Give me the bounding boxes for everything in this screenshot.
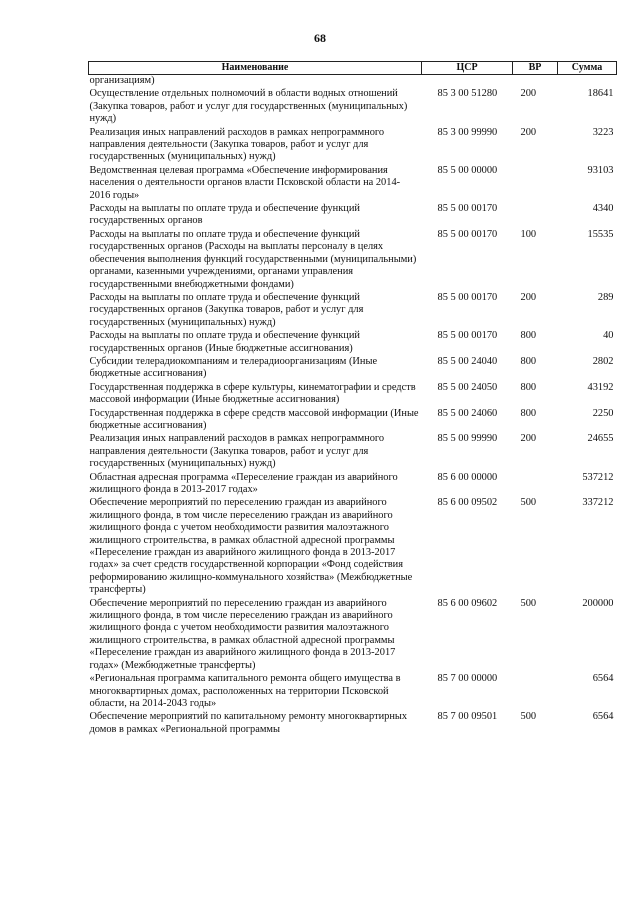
cell-name: Обеспечение мероприятий по капитальному ремонту многоквартирных домов в рамках «Региональной программы [89,711,408,735]
table-body [89,75,617,738]
table-row [89,433,617,471]
cell-sum: 40 [603,330,614,342]
cell-csr: 85 5 00 24040 [437,355,498,367]
header-row [89,62,617,75]
cell-sum: 6564 [592,711,614,723]
header-csr: ЦСР [422,62,513,75]
cell-sum: 4340 [592,203,614,215]
table-row [89,472,617,498]
cell-vr: 500 [520,711,537,723]
cell-sum: 18641 [587,88,614,100]
cell-sum: 93103 [587,164,614,176]
cell-vr: 800 [520,407,537,419]
cell-sum: 3223 [592,126,614,138]
cell-name: Государственная поддержка в сфере средств массовой информации (Иные бюджетные ассигнования) [89,407,419,431]
cell-vr: 800 [520,355,537,367]
table-row [89,127,617,165]
cell-name: Ведомственная целевая программа «Обеспечение информирования населения о деятельности органов власти Псковской области на 2014-2016 годы» [89,164,401,201]
cell-name: Реализация иных направлений расходов в рамках непрограммного направления деятельности (Закупка товаров, работ и услуг для государственных (муниципальных) нужд) [89,126,385,163]
cell-sum: 337212 [582,497,614,509]
cell-csr: 85 7 00 09501 [437,711,498,723]
cell-name: Реализация иных направлений расходов в рамках непрограммного направления деятельности (Закупка товаров, работ и услуг для государственных (муниципальных) нужд) [89,433,385,470]
table-row [89,598,617,673]
cell-csr: 85 3 00 51280 [437,88,498,100]
cell-csr: 85 5 00 00170 [437,228,498,240]
budget-table [88,61,617,737]
cell-name: Субсидии телерадиокомпаниям и телерадиоорганизациям (Иные бюджетные ассигнования) [89,355,378,380]
cell-name: организациям) [89,75,155,86]
cell-sum: 2250 [592,407,614,419]
table-row [89,203,617,229]
cell-csr: 85 5 00 00170 [437,330,498,342]
cell-csr: 85 6 00 09502 [437,497,498,509]
cell-name: «Региональная программа капитального ремонта общего имущества в многоквартирных домах, расположенных на территории Псковской области, на 2014-2043 годы» [89,673,401,709]
cell-name: Расходы на выплаты по оплате труда и обеспечение функций государственных органов (Расходы на выплаты персоналу в целях обеспечения выполнения функций государственными (муниципальными) органами, казенными учреждениями, органами управления государственными внебюджетными фондами) [89,228,417,290]
header-vr: ВР [513,62,558,75]
cell-sum: 200000 [582,597,614,609]
table-row [89,711,617,737]
table-row [89,75,617,89]
cell-csr: 85 5 00 24050 [437,381,498,393]
cell-sum: 24655 [587,433,614,445]
cell-name: Обеспечение мероприятий по переселению граждан из аварийного жилищного фонда, в том числе переселению граждан из аварийного жилищного фонда с учетом необходимости развития малоэтажного жилищного строительства, в рамках областной адресной программы «Переселение граждан из аварийного жилищного фонда в 2013-2017 годах» за счет средств государственной корпорации «Фонд содействия реформированию жилищно-коммунального хозяйства» (Межбюджетные трансферты) [89,497,413,596]
table-row [89,382,617,408]
cell-name: Обеспечение мероприятий по переселению граждан из аварийного жилищного фонда, в том числе переселению граждан из аварийного жилищного фонда с учетом необходимости развития малоэтажного жилищного строительства, в рамках областной адресной программы «Переселение граждан из аварийного жилищного фонда в 2013-2017 годах» (Межбюджетные трансферты) [89,597,396,671]
cell-sum: 6564 [592,673,614,685]
cell-name: Расходы на выплаты по оплате труда и обеспечение функций государственных органов (Закупка товаров, работ и услуг для государственных (муниципальных) нужд) [89,291,364,328]
header-sum: Сумма [558,62,617,75]
header-name: Наименование [89,62,422,75]
cell-sum: 289 [597,291,614,303]
table-row [89,497,617,597]
table-row [89,165,617,203]
cell-name: Осуществление отдельных полномочий в области водных отношений (Закупка товаров, работ и услуг для государственных (муниципальных) нужд) [89,88,408,125]
table-row [89,673,617,711]
table-row [89,88,617,126]
cell-name: Расходы на выплаты по оплате труда и обеспечение функций государственных органов (Иные бюджетные ассигнования) [89,330,360,354]
table-row [89,356,617,382]
cell-csr: 85 5 00 00000 [437,164,498,176]
cell-vr: 200 [520,126,537,138]
table-header [89,62,617,75]
cell-vr: 200 [520,291,537,303]
cell-name: Государственная поддержка в сфере культуры, кинематографии и средств массовой информации (Иные бюджетные ассигнования) [89,381,416,406]
page-number: 68 [314,31,326,45]
budget-table-container [88,61,616,737]
cell-vr: 200 [520,88,537,100]
table-row [89,292,617,330]
cell-vr: 800 [520,330,537,342]
cell-vr: 200 [520,433,537,445]
cell-csr: 85 7 00 00000 [437,673,498,685]
cell-sum: 537212 [582,471,614,483]
table-row [89,229,617,292]
cell-csr [422,75,513,89]
cell-vr [513,165,558,203]
cell-sum: 2802 [592,355,614,367]
cell-vr: 100 [520,228,537,240]
table-row [89,330,617,356]
cell-csr: 85 5 00 24060 [437,407,498,419]
cell-sum [558,75,617,89]
cell-vr [513,472,558,498]
cell-csr: 85 5 00 00170 [437,291,498,303]
cell-vr [513,75,558,89]
cell-csr: 85 6 00 09602 [437,597,498,609]
cell-vr: 500 [520,497,537,509]
cell-vr: 500 [520,597,537,609]
cell-sum: 15535 [587,228,614,240]
cell-vr [513,203,558,229]
cell-vr [513,673,558,711]
cell-csr: 85 5 00 99990 [437,433,498,445]
cell-name: Областная адресная программа «Переселение граждан из аварийного жилищного фонда в 2013-2017 годах» [89,471,398,495]
cell-csr: 85 6 00 00000 [437,471,498,483]
cell-csr: 85 5 00 00170 [437,203,498,215]
cell-name: Расходы на выплаты по оплате труда и обеспечение функций государственных органов [89,203,360,227]
table-row [89,408,617,434]
cell-sum: 43192 [587,381,614,393]
cell-csr: 85 3 00 99990 [437,126,498,138]
cell-vr: 800 [520,381,537,393]
